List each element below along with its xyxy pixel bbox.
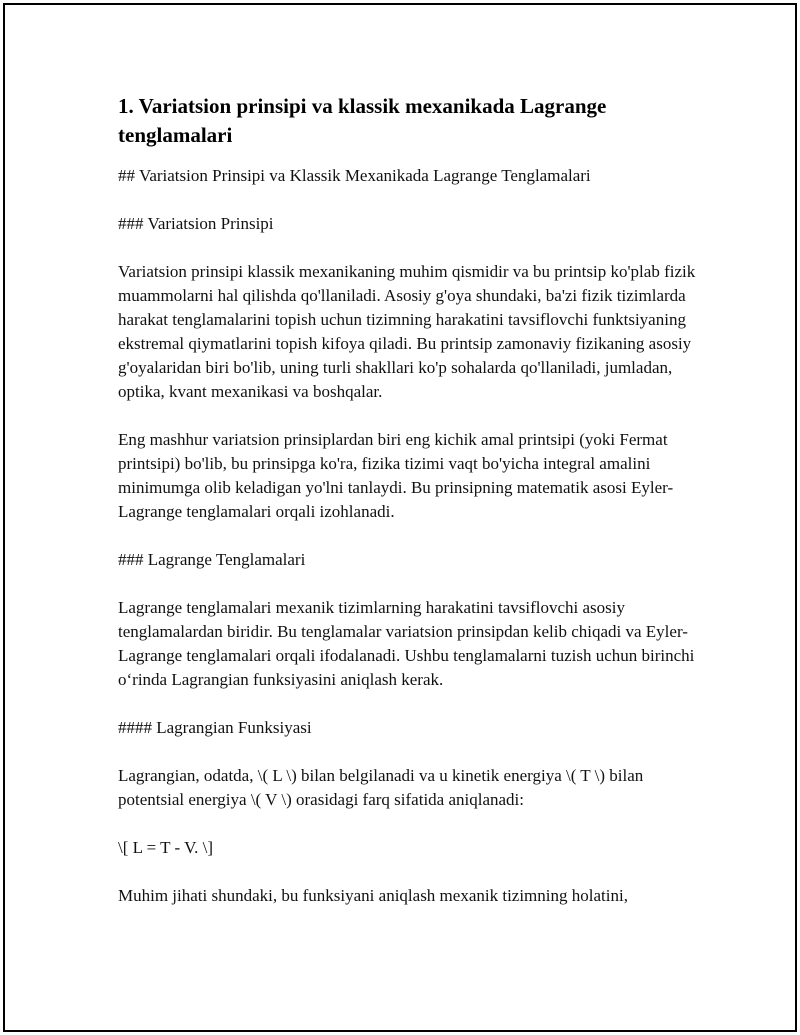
- heading-h3-variatsion-prinsipi: ### Variatsion Prinsipi: [118, 214, 274, 233]
- paragraph-lagrangian-definition: Lagrangian, odatda, \( L \) bilan belgilanadi va u kinetik energiya \( T \) bilan potentsial energiya \( V \) orasidagi farq sifatida aniqlanadi:: [118, 766, 644, 809]
- heading-h3-lagrange-tenglamalari: ### Lagrange Tenglamalari: [118, 550, 306, 569]
- equation-lagrangian: \[ L = T - V. \]: [118, 838, 214, 857]
- paragraph-eng-mashhur: Eng mashhur variatsion prinsiplardan biri eng kichik amal printsipi (yoki Fermat printsipi) bo'lib, bu prinsipga ko'ra, fizika tizimi vaqt bo'yicha integral amalini minimumga olib keladigan yo'lni tanlaydi. Bu prinsipning matematik asosi Eyler-Lagrange tenglamalari orqali izohlanadi.: [118, 430, 674, 521]
- document-title: 1. Variatsion prinsipi va klassik mexanikada Lagrange tenglamalari: [118, 94, 607, 147]
- paragraph-lagrange-intro: Lagrange tenglamalari mexanik tizimlarning harakatini tavsiflovchi asosiy tenglamalardan biridir. Bu tenglamalar variatsion prinsipdan kelib chiqadi va Eyler-Lagrange tenglamalari orqali ifodalanadi. Ushbu tenglamalarni tuzish uchun birinchi o‘rinda Lagrangian funksiyasini aniqlash kerak.: [118, 598, 695, 689]
- document-body: [118, 92, 698, 932]
- paragraph-muhim-jihati: Muhim jihati shundaki, bu funksiyani aniqlash mexanik tizimning holatini,: [118, 886, 628, 905]
- heading-h4-lagrangian-funksiyasi: #### Lagrangian Funksiyasi: [118, 718, 312, 737]
- heading-h2-markdown: ## Variatsion Prinsipi va Klassik Mexanikada Lagrange Tenglamalari: [118, 166, 591, 185]
- paragraph-variatsion-intro: Variatsion prinsipi klassik mexanikaning muhim qismidir va bu printsip ko'plab fizik muammolarni hal qilishda qo'llaniladi. Asosiy g'oya shundaki, ba'zi fizik tizimlarda harakat tenglamalarini topish uchun tizimning harakatini tavsiflovchi funktsiyaning ekstremal qiymatlarini topish kifoya qiladi. Bu printsip zamonaviy fizikaning asosiy g'oyalaridan biri bo'lib, uning turli shakllari ko'p sohalarda qo'llaniladi, jumladan, optika, kvant mexanikasi va boshqalar.: [118, 262, 696, 401]
